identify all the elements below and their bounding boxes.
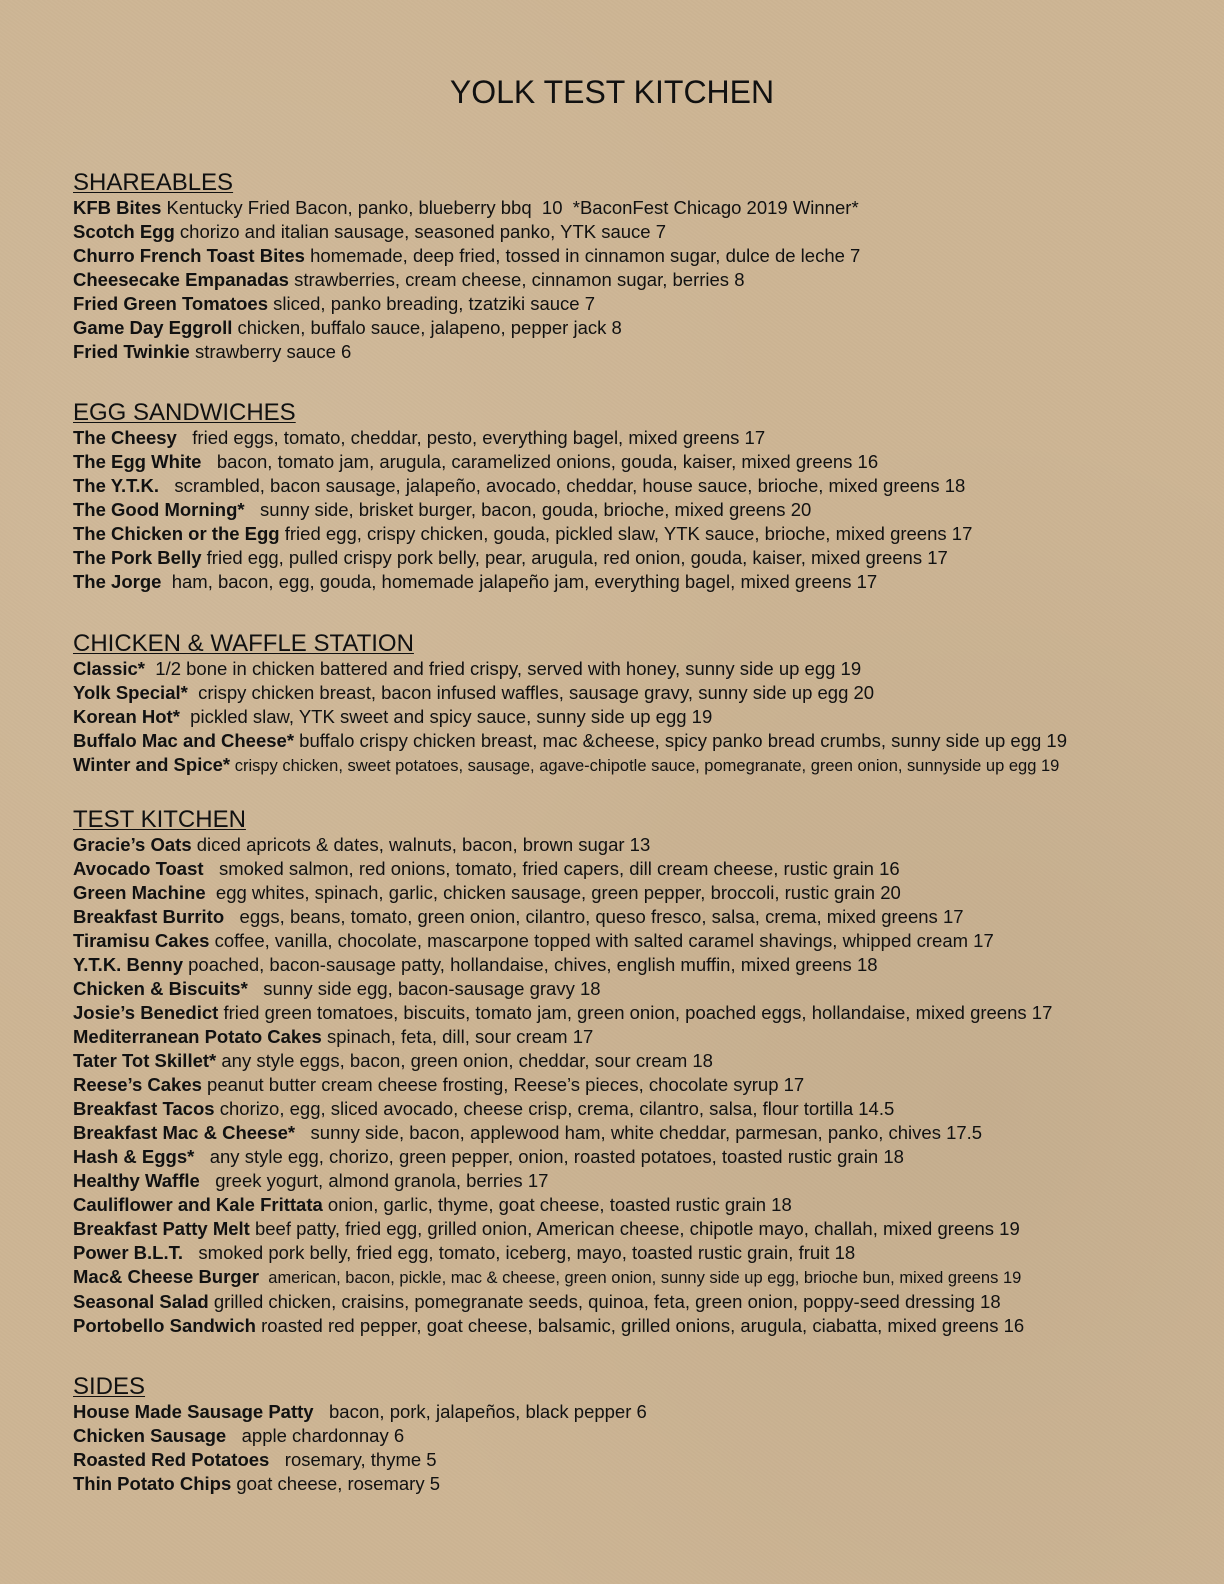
menu-item-name: Korean Hot*	[73, 706, 180, 727]
menu-item	[73, 953, 1213, 977]
menu-item-description: crispy chicken breast, bacon infused waffles, sausage gravy, sunny side up egg 20	[187, 682, 875, 703]
menu-item	[73, 1265, 1213, 1290]
menu-item-list	[73, 657, 1213, 778]
menu-item	[73, 977, 1213, 1001]
menu-item	[73, 1169, 1213, 1193]
menu-item-name: Cauliflower and Kale Frittata	[73, 1194, 323, 1215]
menu-item	[73, 292, 1213, 316]
menu-item-description: ham, bacon, egg, gouda, homemade jalapeño jam, everything bagel, mixed greens 17	[161, 571, 878, 592]
menu-item	[73, 546, 1213, 570]
menu-item-description: sunny side egg, bacon-sausage gravy 18	[247, 978, 601, 999]
section-heading: SHAREABLES	[73, 169, 234, 196]
menu-item-name: Tater Tot Skillet*	[73, 1050, 217, 1071]
menu-item-description: peanut butter cream cheese frosting, Reese’s pieces, chocolate syrup 17	[201, 1074, 805, 1095]
section-test-kitchen	[73, 807, 1213, 1338]
menu-item-description: beef patty, fried egg, grilled onion, American cheese, chipotle mayo, challah, mixed greens 19	[249, 1218, 1020, 1239]
menu-item-description: grilled chicken, craisins, pomegranate seeds, quinoa, feta, green onion, poppy-seed dressing 18	[208, 1291, 1001, 1312]
menu-item-description: coffee, vanilla, chocolate, mascarpone topped with salted caramel shavings, whipped cream 17	[209, 930, 994, 951]
menu-item	[73, 1472, 1213, 1496]
menu-item	[73, 522, 1213, 546]
menu-item	[73, 1400, 1213, 1424]
menu-item-name: Chicken Sausage	[73, 1425, 227, 1446]
menu-item-description: bacon, pork, jalapeños, black pepper 6	[313, 1401, 647, 1422]
menu-item	[73, 426, 1213, 450]
menu-item	[73, 1290, 1213, 1314]
menu-item	[73, 1448, 1213, 1472]
menu-item-name: Winter and Spice*	[73, 754, 231, 775]
menu-item-name: Green Machine	[73, 882, 206, 903]
menu-item-name: Thin Potato Chips	[73, 1473, 232, 1494]
section-heading: SIDES	[73, 1373, 146, 1400]
menu-item-name: The Y.T.K.	[73, 475, 160, 496]
menu-item-list	[73, 426, 1213, 594]
menu-item	[73, 657, 1213, 681]
menu-item	[73, 1145, 1213, 1169]
section-chicken-waffle-station	[73, 631, 1213, 778]
menu-item	[73, 570, 1213, 594]
menu-item-name: Hash & Eggs*	[73, 1146, 195, 1167]
menu-item	[73, 268, 1213, 292]
menu-item-description: fried eggs, tomato, cheddar, pesto, everything bagel, mixed greens 17	[176, 427, 766, 448]
menu-item	[73, 929, 1213, 953]
menu-item-name: Scotch Egg	[73, 221, 175, 242]
menu-item-list	[73, 1400, 1213, 1496]
menu-item	[73, 450, 1213, 474]
menu-item-description: eggs, beans, tomato, green onion, cilantro, queso fresco, salsa, crema, mixed greens 17	[224, 906, 964, 927]
menu-item-name: Fried Twinkie	[73, 341, 190, 362]
menu-item-name: Buffalo Mac and Cheese*	[73, 730, 295, 751]
menu-item	[73, 857, 1213, 881]
menu-item	[73, 705, 1213, 729]
menu-item	[73, 729, 1213, 753]
section-heading: CHICKEN & WAFFLE STATION	[73, 630, 414, 657]
menu-item-description: spinach, feta, dill, sour cream 17	[321, 1026, 594, 1047]
menu-item-description: onion, garlic, thyme, goat cheese, toasted rustic grain 18	[322, 1194, 792, 1215]
menu-item-name: Tiramisu Cakes	[73, 930, 210, 951]
menu-item-name: House Made Sausage Patty	[73, 1401, 314, 1422]
menu-item-description: any style eggs, bacon, green onion, cheddar, sour cream 18	[216, 1050, 713, 1071]
section-heading: TEST KITCHEN	[73, 806, 246, 833]
menu-item-list	[73, 833, 1213, 1338]
menu-item-name: Roasted Red Potatoes	[73, 1449, 270, 1470]
menu-item-description: scrambled, bacon sausage, jalapeño, avocado, cheddar, house sauce, brioche, mixed greens 18	[159, 475, 966, 496]
menu-item	[73, 1217, 1213, 1241]
menu-item-name: The Egg White	[73, 451, 202, 472]
menu-item-description: any style egg, chorizo, green pepper, onion, roasted potatoes, toasted rustic grain 18	[194, 1146, 904, 1167]
menu-item-description: sliced, panko breading, tzatziki sauce 7	[267, 293, 596, 314]
menu-item	[73, 1241, 1213, 1265]
menu-item-description: smoked salmon, red onions, tomato, fried capers, dill cream cheese, rustic grain 16	[203, 858, 900, 879]
menu-item-description: rosemary, thyme 5	[269, 1449, 437, 1470]
menu-item	[73, 196, 1213, 220]
menu-item-name: Game Day Eggroll	[73, 317, 233, 338]
menu-item-name: Churro French Toast Bites	[73, 245, 305, 266]
menu-item-name: Mac& Cheese Burger	[73, 1266, 260, 1287]
menu-item-name: Yolk Special*	[73, 682, 188, 703]
menu-item-name: The Cheesy	[73, 427, 177, 448]
menu-item-description: chorizo and italian sausage, seasoned panko, YTK sauce 7	[174, 221, 667, 242]
menu-item-name: Josie’s Benedict	[73, 1002, 219, 1023]
menu-item	[73, 474, 1213, 498]
menu-item-description: egg whites, spinach, garlic, chicken sausage, green pepper, broccoli, rustic grain 20	[205, 882, 901, 903]
menu-item-description: fried green tomatoes, biscuits, tomato jam, green onion, poached eggs, hollandaise, mixed greens 17	[218, 1002, 1053, 1023]
menu-item	[73, 881, 1213, 905]
menu-item	[73, 340, 1213, 364]
menu-item-description: diced apricots & dates, walnuts, bacon, brown sugar 13	[191, 834, 651, 855]
menu-item-name: The Jorge	[73, 571, 162, 592]
menu-title: YOLK TEST KITCHEN	[449, 74, 775, 110]
menu-item	[73, 681, 1213, 705]
menu-item	[73, 1314, 1213, 1338]
menu-item-description: buffalo crispy chicken breast, mac &cheese, spicy panko bread crumbs, sunny side up egg 19	[294, 730, 1068, 751]
menu-item-name: Seasonal Salad	[73, 1291, 209, 1312]
menu-item-description: bacon, tomato jam, arugula, caramelized onions, gouda, kaiser, mixed greens 16	[201, 451, 879, 472]
menu-item	[73, 905, 1213, 929]
menu-item-description: chorizo, egg, sliced avocado, cheese crisp, crema, cilantro, salsa, flour tortilla 14.5	[214, 1098, 895, 1119]
menu-item-description: apple chardonnay 6	[226, 1425, 405, 1446]
menu-item-name: Cheesecake Empanadas	[73, 269, 289, 290]
menu-item-name: Chicken & Biscuits*	[73, 978, 248, 999]
menu-item	[73, 1121, 1213, 1145]
menu-item	[73, 1049, 1213, 1073]
menu-item-description: american, bacon, pickle, mac & cheese, green onion, sunny side up egg, brioche bun, mixed greens 19	[259, 1269, 1022, 1287]
menu-item-description: chicken, buffalo sauce, jalapeno, pepper jack 8	[232, 317, 622, 338]
menu-item-description: smoked pork belly, fried egg, tomato, iceberg, mayo, toasted rustic grain, fruit 18	[183, 1242, 856, 1263]
menu-item-name: KFB Bites	[73, 197, 162, 218]
menu-item-description: fried egg, pulled crispy pork belly, pear, arugula, red onion, gouda, kaiser, mixed greens 17	[201, 547, 948, 568]
menu-item-list	[73, 196, 1213, 364]
section-sides	[73, 1374, 1213, 1496]
menu-item-name: Power B.L.T.	[73, 1242, 183, 1263]
menu-item-name: Mediterranean Potato Cakes	[73, 1026, 322, 1047]
menu-item-name: Gracie’s Oats	[73, 834, 192, 855]
menu-item	[73, 316, 1213, 340]
menu-item	[73, 1097, 1213, 1121]
menu-item-name: Reese’s Cakes	[73, 1074, 202, 1095]
menu-item	[73, 753, 1213, 778]
menu-item	[73, 244, 1213, 268]
menu-item-description: greek yogurt, almond granola, berries 17	[199, 1170, 549, 1191]
menu-item	[73, 1025, 1213, 1049]
menu-item-name: Breakfast Burrito	[73, 906, 225, 927]
menu-item-name: Breakfast Mac & Cheese*	[73, 1122, 296, 1143]
section-egg-sandwiches	[73, 400, 1213, 594]
menu-item	[73, 1424, 1213, 1448]
menu-item-description: roasted red pepper, goat cheese, balsamic, grilled onions, arugula, ciabatta, mixed greens 16	[255, 1315, 1025, 1336]
menu-item-description: sunny side, bacon, applewood ham, white cheddar, parmesan, panko, chives 17.5	[295, 1122, 983, 1143]
menu-item-description: homemade, deep fried, tossed in cinnamon sugar, dulce de leche 7	[304, 245, 861, 266]
menu-item-description: strawberry sauce 6	[189, 341, 352, 362]
menu-item	[73, 1193, 1213, 1217]
menu-item-name: Portobello Sandwich	[73, 1315, 256, 1336]
menu-item-description: goat cheese, rosemary 5	[231, 1473, 441, 1494]
menu-item-name: Fried Green Tomatoes	[73, 293, 268, 314]
menu-item	[73, 1073, 1213, 1097]
menu-item-description: pickled slaw, YTK sweet and spicy sauce, sunny side up egg 19	[179, 706, 713, 727]
menu-item-name: The Good Morning*	[73, 499, 245, 520]
menu-item-name: Healthy Waffle	[73, 1170, 200, 1191]
menu-item-description: fried egg, crispy chicken, gouda, pickled slaw, YTK sauce, brioche, mixed greens 17	[279, 523, 973, 544]
menu-item-description: poached, bacon-sausage patty, hollandaise, chives, english muffin, mixed greens 18	[183, 954, 878, 975]
menu-item-name: Y.T.K. Benny	[73, 954, 183, 975]
menu-item-name: Breakfast Tacos	[73, 1098, 215, 1119]
menu-item	[73, 498, 1213, 522]
section-shareables	[73, 170, 1213, 364]
menu-item-description: crispy chicken, sweet potatoes, sausage, agave-chipotle sauce, pomegranate, green onion, sunnyside up egg 19	[230, 757, 1060, 775]
menu-item	[73, 833, 1213, 857]
menu-item-description: Kentucky Fried Bacon, panko, blueberry bbq 10 *BaconFest Chicago 2019 Winner*	[161, 197, 859, 218]
menu-item-description: sunny side, brisket burger, bacon, gouda, brioche, mixed greens 20	[244, 499, 812, 520]
section-heading: EGG SANDWICHES	[73, 399, 296, 426]
menu-item	[73, 1001, 1213, 1025]
menu-item-name: Classic*	[73, 658, 145, 679]
menu-item-name: Breakfast Patty Melt	[73, 1218, 250, 1239]
menu-item-name: Avocado Toast	[73, 858, 204, 879]
menu-item-description: 1/2 bone in chicken battered and fried crispy, served with honey, sunny side up egg 19	[145, 658, 862, 679]
menu-item-name: The Pork Belly	[73, 547, 202, 568]
menu-item-description: strawberries, cream cheese, cinnamon sugar, berries 8	[288, 269, 745, 290]
menu-item	[73, 220, 1213, 244]
menu-item-name: The Chicken or the Egg	[73, 523, 280, 544]
